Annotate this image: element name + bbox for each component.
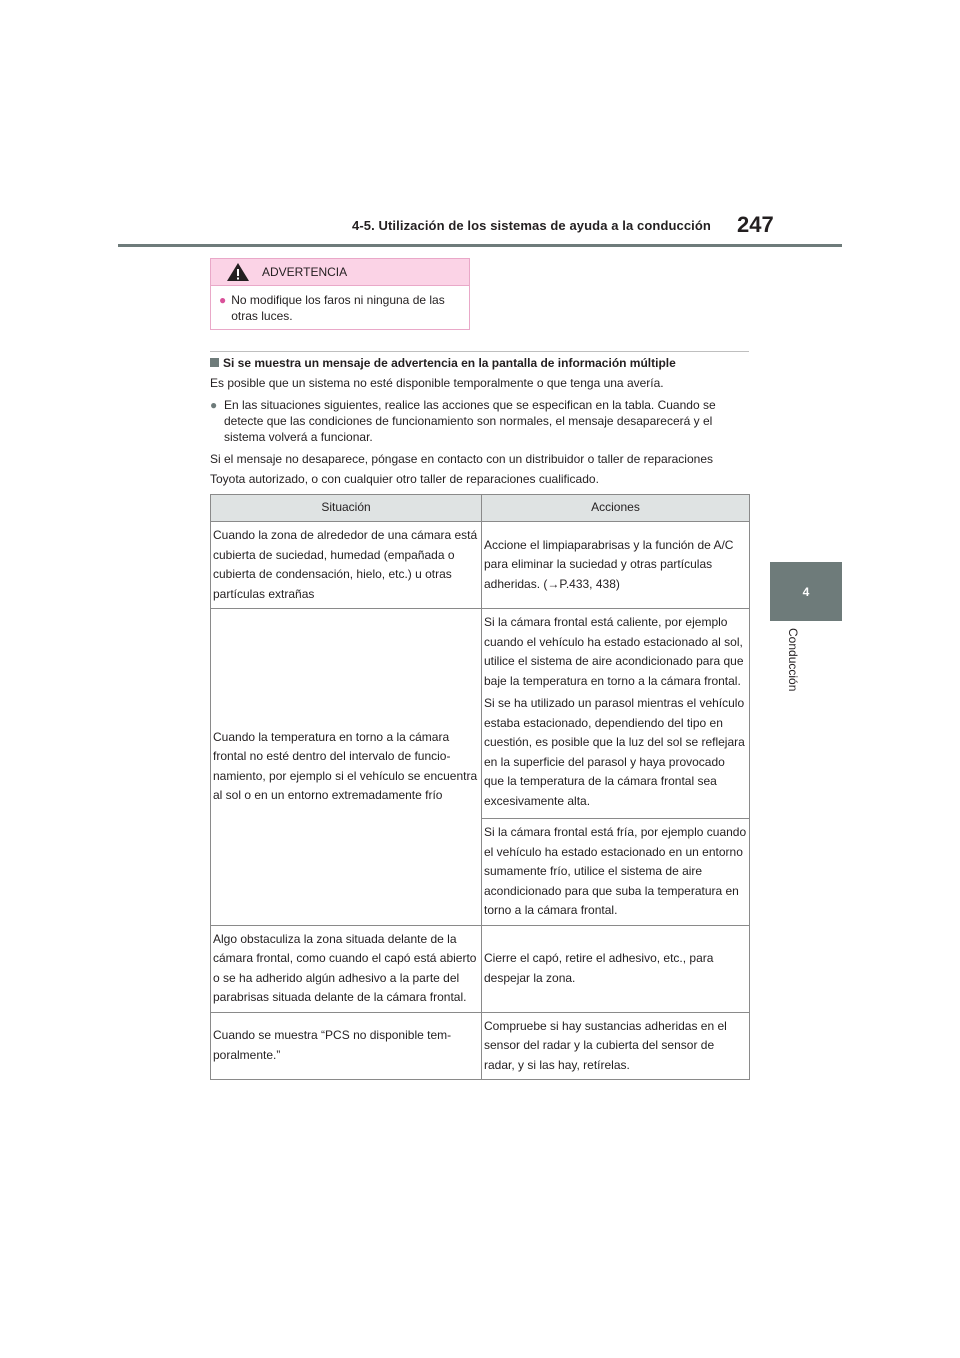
chapter-tab[interactable]: 4	[770, 562, 842, 621]
header-rule	[118, 244, 842, 247]
action-cell	[482, 609, 750, 819]
table-row	[211, 925, 750, 1012]
situation-cell: Cuando la temperatura en torno a la cámara frontal no esté dentro del intervalo de funcionamiento, por ejemplo si el vehículo se encuentra al sol o en un entorno extremadamente frío	[211, 609, 482, 926]
situation-cell: Cuando se muestra “PCS no disponible temporalmente.”	[211, 1012, 482, 1080]
warning-text: No modifique los faros ni ninguna de las otras luces.	[231, 293, 445, 323]
action-cell: Compruebe si hay sustancias adheridas en el sensor del radar y la cubierta del sensor de radar, y si las hay, retírelas.	[482, 1012, 750, 1080]
warning-header	[211, 259, 469, 286]
action-paragraph: Si la cámara frontal está caliente, por ejemplo cuando el vehículo ha estado estacionado al sol, utilice el sistema de aire acondicionado para que baje la temperatura en torno a la cámara frontal.	[484, 615, 744, 688]
warning-title: ADVERTENCIA	[262, 265, 348, 279]
circle-bullet-icon: ●	[219, 293, 227, 307]
section-rule	[210, 351, 749, 352]
action-cell: Accione el limpiaparabrisas y la función de A/C para eliminar la suciedad y otras partículas adheridas. (→P.433, 438)	[482, 522, 750, 609]
warning-body	[211, 286, 469, 324]
square-bullet-icon	[210, 358, 219, 367]
chapter-title: 4-5. Utilización de los sistemas de ayuda a la conducción	[352, 218, 711, 233]
table-row	[211, 522, 750, 609]
section-note: Si el mensaje no desaparece, póngase en contacto con un distribuidor o taller de reparaciones Toyota autorizado, o con cualquier otro taller de reparaciones cualificado.	[210, 452, 713, 486]
page-number: 247	[737, 212, 774, 237]
table-header-row	[211, 495, 750, 522]
action-paragraph: Si se ha utilizado un parasol mientras el vehículo estaba estacionado, dependiendo del tipo en cuestión, es posible que la luz del sol se reflejara en la superficie del parasol y haya provocado que la temperatura de la cámara frontal sea excesivamente alta.	[484, 696, 745, 808]
section-heading-text: Si se muestra un mensaje de advertencia en la pantalla de información múltiple	[223, 356, 676, 370]
warning-box	[210, 258, 470, 330]
situation-cell: Algo obstaculiza la zona situada delante de la cámara frontal, como cuando el capó está abierto o se ha adherido algún adhesivo a la parte del parabrisas situada delante de la cámara frontal.	[211, 925, 482, 1012]
section-intro: Es posible que un sistema no esté disponible temporalmente o que tenga una avería.	[210, 376, 664, 390]
situations-table	[210, 494, 750, 1080]
circle-bullet-icon: ●	[210, 398, 218, 412]
action-cell: Si la cámara frontal está fría, por ejemplo cuando el vehículo ha estado estacionado en un entorno sumamente frío, utilice el sistema de aire acondicionado para que suba la temperatura en torno a la cámara frontal.	[482, 819, 750, 926]
column-header-situation: Situación	[211, 495, 482, 522]
section-bullet-text: En las situaciones siguientes, realice las acciones que se especifican en la tabla. Cuando se detecte que las condiciones de funcionamiento son normales, el mensaje desaparecerá y el sistema volverá a funcionar.	[224, 398, 716, 444]
section-heading	[210, 356, 676, 370]
warning-triangle-icon	[226, 262, 250, 282]
situation-cell: Cuando la zona de alrededor de una cámara está cubierta de suciedad, humedad (empañada o cubierta de condensación, hielo, etc.) u otras partículas extrañas	[211, 522, 482, 609]
chapter-tab-label: Conducción	[786, 628, 800, 692]
section-bullet	[210, 397, 750, 445]
column-header-actions: Acciones	[482, 495, 750, 522]
table-row	[211, 1012, 750, 1080]
action-cell: Cierre el capó, retire el adhesivo, etc., para despejar la zona.	[482, 925, 750, 1012]
table-row	[211, 609, 750, 819]
